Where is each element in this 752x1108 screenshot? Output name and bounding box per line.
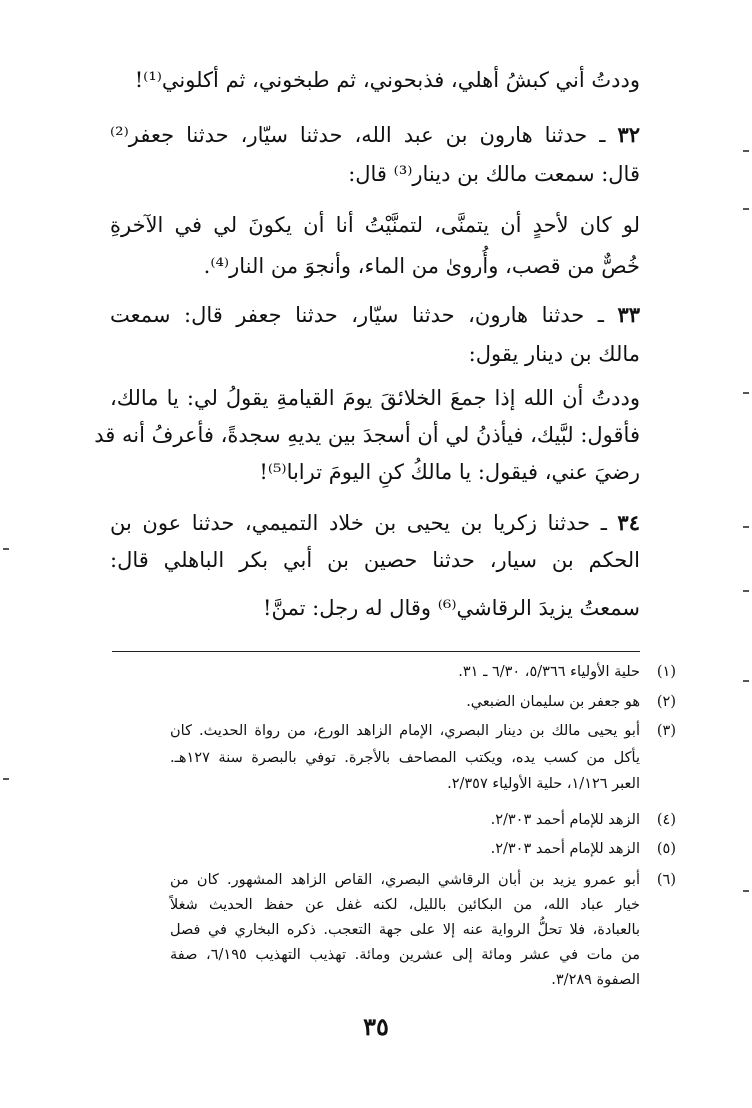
paragraph-line: وددتُ أني كبشُ أهلي، فذبحوني، ثم طبخوني، ثم أكلوني⁽¹⁾! [134,68,640,92]
footnote-divider [112,651,640,652]
hadith-32-line-2: قال: سمعت مالك بن دينار⁽³⁾ قال: [348,162,640,186]
footnote-line: حلية الأولياء ٥/٣٦٦، ٦/٣٠ ـ ٣١. [458,664,640,680]
footnote-line: خيار عباد الله، من البكائين بالليل، لكنه غفل عن حفظ الحديث شغلاً [170,897,640,913]
footnote-line: أبو يحيى مالك بن دينار البصري، الإمام الزاهد الورع، من رواة الحديث. كان [170,723,640,739]
footnote-line: الزهد للإمام أحمد ٢/٣٠٣. [490,812,640,828]
scan-edge-mark [743,150,749,152]
footnote-line: بالعبادة، فلا تحلُّ الرواية عنه إلا على جهة التعجب. ذكره البخاري في فصل [170,922,640,938]
footnote-number: (٤) [656,812,676,828]
hadith-number: ٣٤ [617,510,640,535]
hadith-32-line-1 [110,122,640,147]
hadith-33-line-2: مالك بن دينار يقول: [468,342,640,366]
footnote-number: (٦) [656,872,676,888]
paragraph-line: فأقول: لبَّيك، فيأذنُ لي أن أسجدَ بين يديهِ سجدةً، فأعرفُ أنه قد [94,423,640,447]
scan-edge-mark [743,590,749,592]
hadith-text: ـ حدثنا هارون بن عبد الله، حدثنا سيّار، حدثنا جعفر⁽²⁾ [110,123,606,147]
hadith-34-line-2: الحكم بن سيار، حدثنا حصين بن أبي بكر الباهلي قال: [110,548,640,572]
scan-edge-mark [743,680,749,682]
hadith-33-line-1 [110,302,640,327]
hadith-text: ـ حدثنا هارون، حدثنا سيّار، حدثنا جعفر قال: سمعت [110,303,604,327]
scan-edge-mark [3,548,9,550]
scan-edge-mark [743,890,749,892]
footnote-line: هو جعفر بن سليمان الضبعي. [466,694,640,710]
footnote-number: (١) [656,664,676,680]
hadith-34-line-1 [110,510,640,535]
scan-edge-mark [743,526,749,528]
hadith-text: ـ حدثنا زكريا بن يحيى بن خلاد التميمي، حدثنا عون بن [110,511,607,535]
footnote-line: العبر ١/١٢٦، حلية الأولياء ٢/٣٥٧. [447,776,640,792]
paragraph-line: وددتُ أن الله إذا جمعَ الخلائقَ يومَ القيامةِ يقولُ لي: يا مالك، [110,386,640,410]
hadith-number: ٣٣ [617,302,640,327]
footnote-line: يأكل من كسب يده، ويكتب المصاحف بالأجرة. توفي بالبصرة سنة ١٢٧هـ. [170,750,640,766]
footnote-number: (٥) [656,841,676,857]
footnote-line: أبو عمرو يزيد بن أبان الرقاشي البصري، القاص الزاهد المشهور. كان من [170,872,640,888]
paragraph-line: خُصٌّ من قصب، وأُروىٰ من الماء، وأنجوَ من النار⁽⁴⁾. [203,254,640,278]
paragraph-line: لو كان لأحدٍ أن يتمنَّى، لتمنَّيْتُ أنا أن يكونَ لي في الآخرةِ [110,213,640,237]
paragraph-line: رضيَ عني، فيقول: يا مالكُ كنِ اليومَ ترابا⁽⁵⁾! [259,460,640,484]
footnote-number: (٢) [656,694,676,710]
footnote-line: من مات في عشر ومائة إلى عشرين ومائة. تهذيب التهذيب ٦/١٩٥، صفة [170,947,640,963]
page-number: ٣٥ [363,1012,389,1041]
footnote-number: (٣) [656,723,676,739]
hadith-number: ٣٢ [617,122,640,147]
scan-edge-mark [743,208,749,210]
footnote-line: الزهد للإمام أحمد ٢/٣٠٣. [490,841,640,857]
scan-edge-mark [3,778,9,780]
scan-edge-mark [743,392,749,394]
footnote-line: الصفوة ٣/٢٨٩. [551,972,640,988]
paragraph-line: سمعتُ يزيدَ الرقاشي⁽⁶⁾ وقال له رجل: تمنَّ! [263,596,640,620]
